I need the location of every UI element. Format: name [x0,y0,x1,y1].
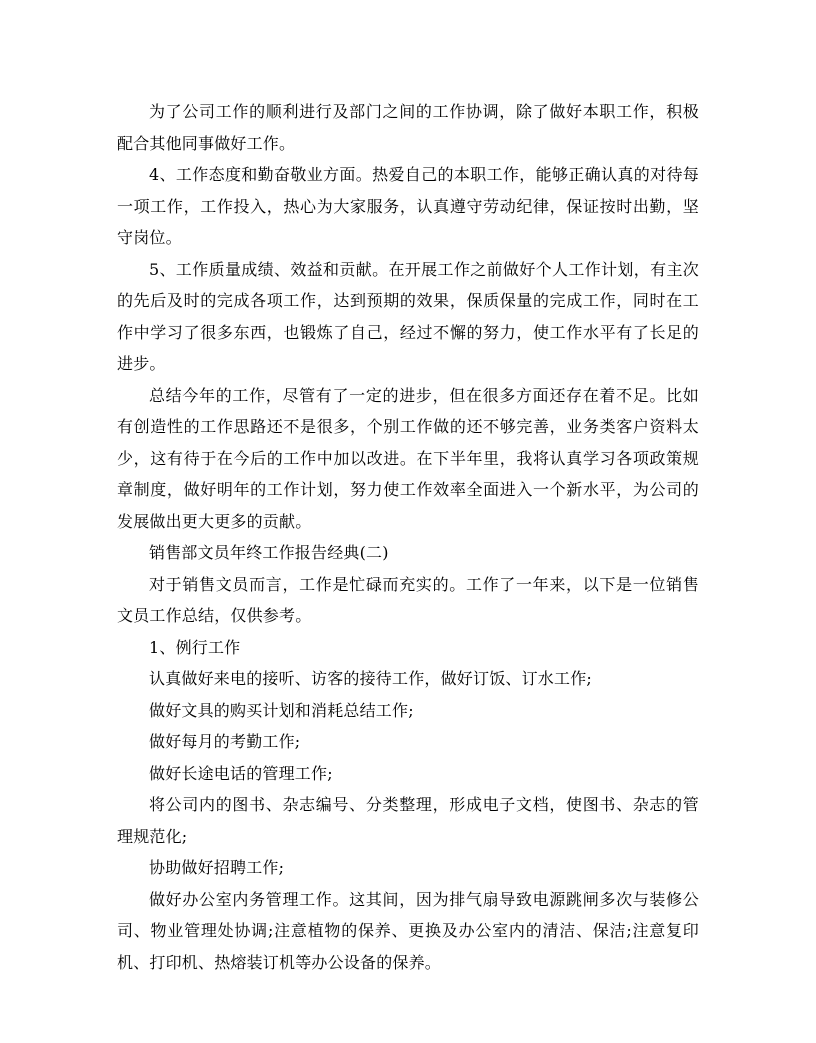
list-item: 做好办公室内务管理工作。这其间，因为排气扇导致电源跳闸多次与装修公司、物业管理处协调;注意植物的保养、更换及办公室内的清洁、保洁;注意复印机、打印机、热熔装订机等办公设备的保养。 [117,889,699,972]
list-item: 将公司内的图书、杂志编号、分类整理，形成电子文档，使图书、杂志的管理规范化; [117,795,699,846]
paragraph-year-summary: 总结今年的工作，尽管有了一定的进步，但在很多方面还存在着不足。比如有创造性的工作思路还不是很多，个别工作做的还不够完善，业务类客户资料太少，这有待于在今后的工作中加以改进。在下半年里，我将认真学习各项政策规章制度，做好明年的工作计划，努力使工作效率全面进入一个新水平，为公司的发展做出更大更多的贡献。 [117,385,699,531]
list-item: 做好文具的购买计划和消耗总结工作; [149,700,414,720]
list-item: 协助做好招聘工作; [149,858,285,877]
list-item: 做好长途电话的管理工作; [149,763,333,783]
list-item: 认真做好来电的接听、访客的接待工作，做好订饭、订水工作; [149,669,592,688]
section-heading: 销售部文员年终工作报告经典(二) [149,543,389,562]
paragraph-work-attitude: 4、工作态度和勤奋敬业方面。热爱自己的本职工作，能够正确认真的对待每一项工作，工作投入，热心为大家服务，认真遵守劳动纪律，保证按时出勤，坚守岗位。 [117,165,699,247]
paragraph-coordination: 为了公司工作的顺利进行及部门之间的工作协调，除了做好本职工作，积极配合其他同事做好工作。 [117,102,699,153]
document-body [117,96,699,978]
paragraph-work-quality: 5、工作质量成绩、效益和贡献。在开展工作之前做好个人工作计划，有主次的先后及时的完成各项工作，达到预期的效果，保质保量的完成工作，同时在工作中学习了很多东西，也锻炼了自己，经过不懈的努力，使工作水平有了长足的进步。 [117,259,699,373]
subheading-routine-work: 1、例行工作 [149,637,241,657]
paragraph-intro: 对于销售文员而言，工作是忙碌而充实的。工作了一年来，以下是一位销售文员工作总结，仅供参考。 [117,574,699,625]
list-item: 做好每月的考勤工作; [149,732,301,751]
